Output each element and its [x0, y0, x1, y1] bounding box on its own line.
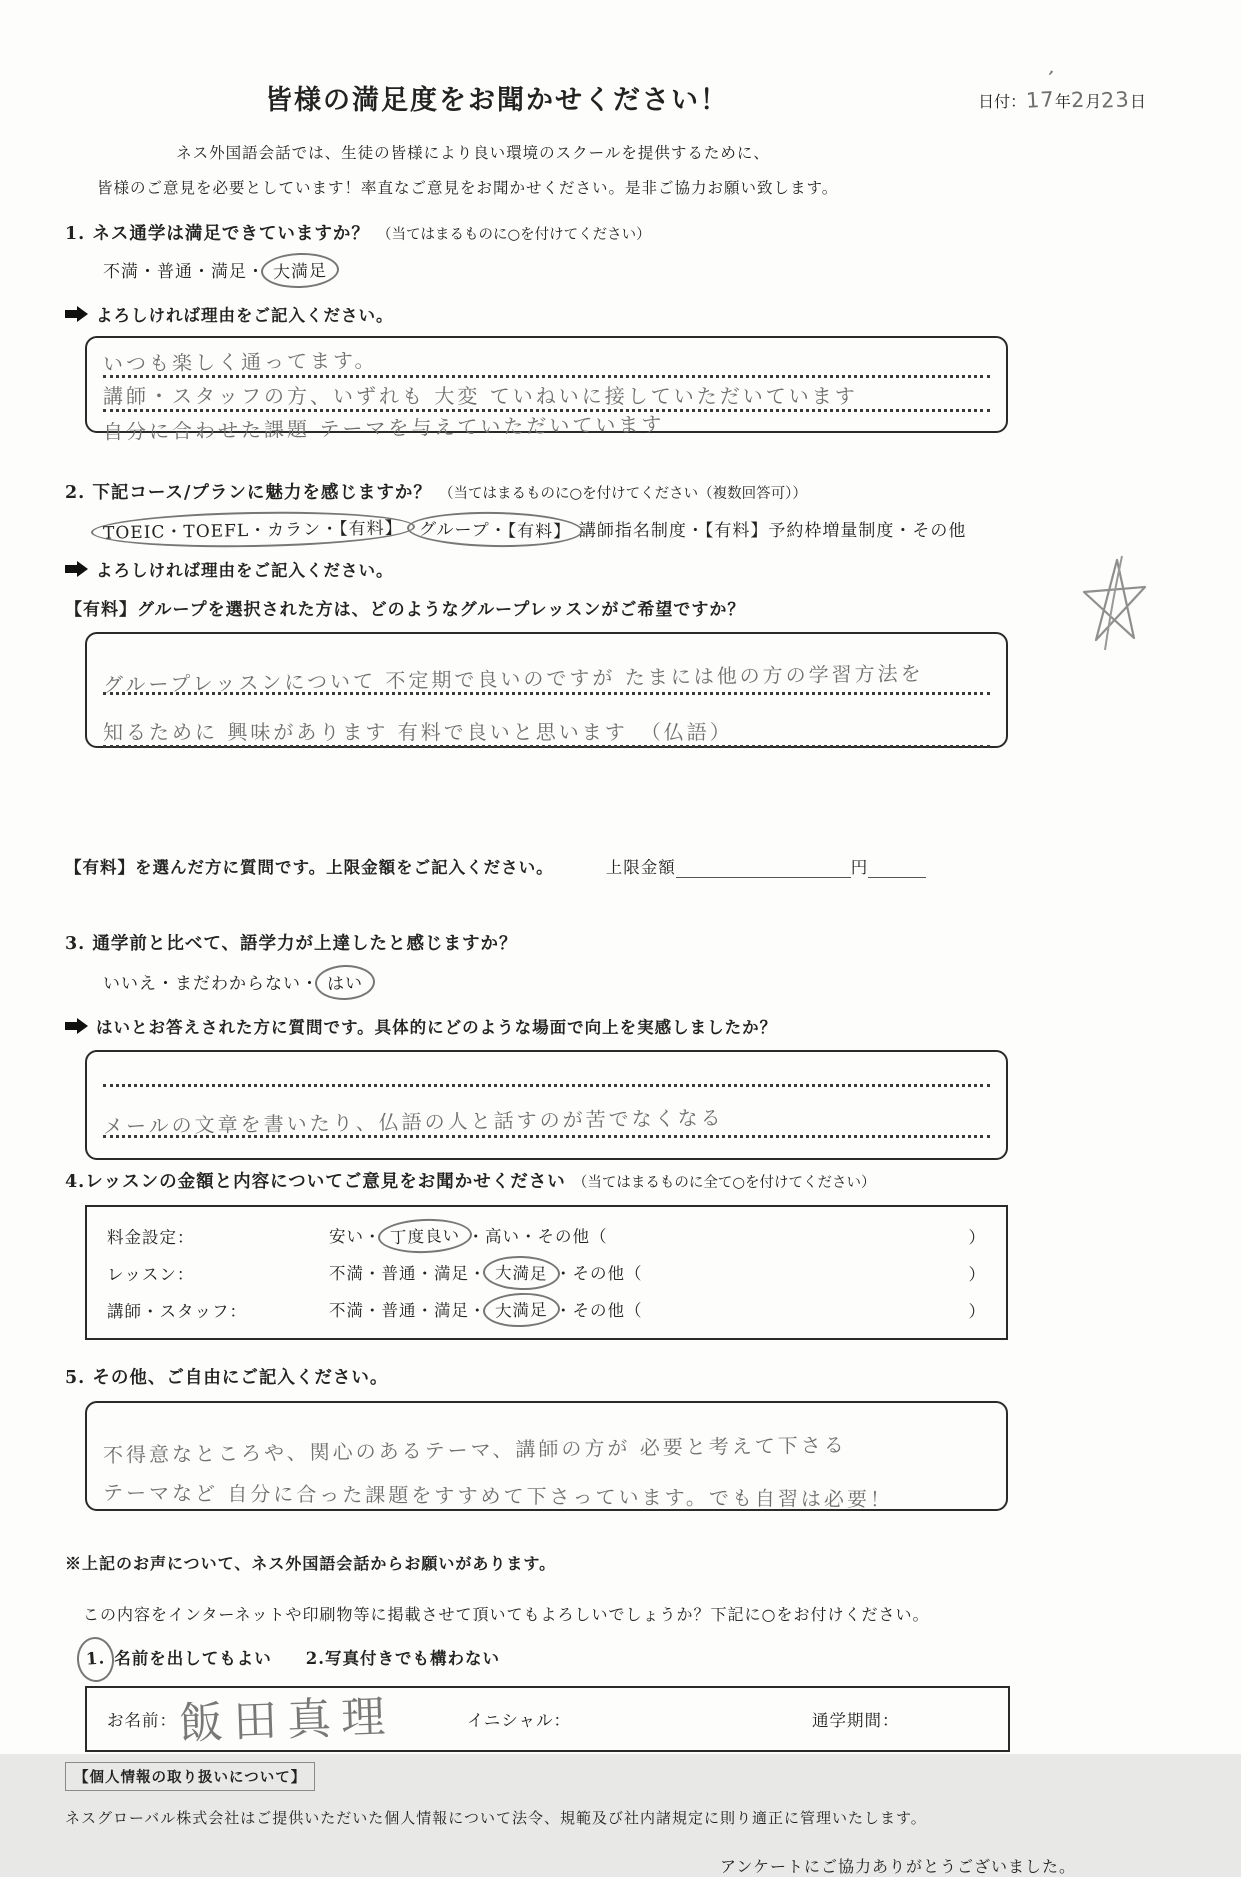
date-day-unit: 日: [1129, 92, 1146, 111]
q5-answer-box: [85, 1401, 1008, 1511]
circle-mark-q3: はい: [314, 964, 375, 1001]
q4-note: （当てはまるものに全て○を付けてください）: [572, 1175, 876, 1191]
consent-note: ※上記のお声について、ネス外国語会話からお願いがあります。: [65, 1554, 557, 1573]
q2-prompt: よろしければ理由をご記入ください。: [65, 557, 1171, 581]
q4-table: [85, 1205, 1008, 1340]
star-doodle-icon: [1076, 554, 1148, 654]
paid-limit-line: 【有料】を選んだ方に質問です。上限金額をご記入ください。 上限金額 円: [65, 854, 1171, 878]
period-field: 通学期間：: [812, 1711, 900, 1730]
date-month-unit: 月: [1085, 92, 1102, 111]
q5-number: 5.: [65, 1368, 86, 1388]
consent-question: この内容をインターネットや印刷物等に掲載させて頂いてもよろしいでしょうか？下記に○をお付けください。: [83, 1605, 930, 1624]
date-year-unit: 年: [1054, 92, 1071, 111]
name-box: [85, 1686, 1010, 1752]
answer-line: 不得意なところや、関心のあるテーマ、講師の方が 必要と考えて下さる: [102, 1432, 847, 1468]
amount-blank-tail: [868, 859, 926, 878]
q3-prompt: はいとお答えされた方に質問です。具体的にどのような場面で向上を実感しましたか？: [65, 1014, 1171, 1038]
circle-mark-consent: 1.: [75, 1636, 115, 1683]
q2-answer-box: [85, 632, 1008, 748]
paid-unit: 円: [850, 858, 869, 877]
q4-title: 4.レッスンの金額と内容についてご意見をお聞かせください （当てはまるものに全て○を付けてください）: [65, 1172, 876, 1192]
table-row: レッスン： 不満・普通・満足・ 大満足 ・その他（ ）: [107, 1254, 986, 1291]
amount-blank: [676, 859, 851, 878]
privacy-title: 【個人情報の取り扱いについて】: [65, 1762, 315, 1791]
answer-line: メールの文章を書いたり、仏語の人と話すのが苦でなくなる: [103, 1087, 990, 1138]
circle-mark-q2a: TOEIC・TOEFL・カラン・【有料】: [91, 509, 415, 550]
initial-field: イニシャル：: [467, 1711, 572, 1730]
table-row: 料金設定： 安い・ 丁度良い ・高い・その他（ ）: [107, 1217, 986, 1254]
header: [65, 65, 1171, 117]
q4-number: 4.: [65, 1172, 86, 1192]
q2-number: 2.: [65, 483, 86, 503]
privacy-text: ネスグローバル株式会社はご提供いただいた個人情報について法令、規範及び社内諸規定に則り適正に管理いたします。: [65, 1809, 927, 1827]
table-row: 講師・スタッフ： 不満・普通・満足・ 大満足 ・その他（ ）: [107, 1291, 986, 1328]
arrow-icon: [65, 561, 90, 577]
q1-answer-box: [85, 336, 1008, 444]
date-month-value: 2: [1070, 87, 1086, 113]
circle-mark-q4b: 大満足: [482, 1255, 559, 1291]
q1-title: 1. ネス通学は満足できていますか？ （当てはまるものに○を付けてください）: [65, 224, 651, 244]
date-year-value: 17: [1025, 87, 1056, 113]
q2-options: TOEIC・TOEFL・カラン・【有料】 グループ・【有料】 講師指名制度・【有料】予約枠増量制度・その他: [65, 516, 1171, 543]
name-handwritten-value: 飯田真理: [178, 1691, 396, 1750]
name-field: [107, 1690, 467, 1748]
intro-line-1: ネス外国語会話では、生徒の皆様により良い環境のスクールを提供するために、: [176, 144, 770, 162]
answer-line: [103, 1058, 990, 1087]
arrow-icon: [65, 1018, 90, 1034]
q2-note: （当てはまるものに○を付けてください（複数回答可））: [438, 486, 807, 502]
answer-line: 講師・スタッフの方、いずれも 大変 ていねいに接していただいています: [103, 378, 990, 412]
circle-mark-q4a: 丁度良い: [377, 1217, 472, 1254]
name-label: お名前：: [107, 1711, 177, 1730]
q1-options: 不満・普通・満足・ 大満足: [65, 257, 1171, 284]
q1-number: 1.: [65, 224, 86, 244]
date-label: 日付：: [978, 92, 1027, 111]
tick-mark: ’: [1042, 65, 1057, 91]
paid-limit-label: 上限金額: [605, 858, 676, 877]
circle-mark-q2b: グループ・【有料】: [406, 510, 583, 548]
arrow-icon: [65, 306, 90, 322]
q1-prompt: よろしければ理由をご記入ください。: [65, 302, 1171, 326]
q1-note: （当てはまるものに○を付けてください）: [376, 227, 651, 243]
q3-options: いいえ・まだわからない・ はい: [65, 969, 1171, 996]
consent-options: 1. 名前を出してもよい 2.写真付きでも構わない: [65, 1645, 1171, 1670]
q3-answer-box: [85, 1050, 1008, 1160]
date-field: [978, 65, 1146, 113]
thanks-text: アンケートにご協力ありがとうございました。: [719, 1857, 1076, 1876]
answer-line: 知るために 興味があります 有料で良いと思います （仏語）: [103, 695, 990, 748]
circle-mark-q1: 大満足: [260, 252, 339, 290]
answer-line: [103, 1138, 990, 1158]
answer-line: 自分に合わせた課題 テーマを与えていただいています: [102, 412, 665, 444]
q2-sub-question: 【有料】グループを選択された方は、どのようなグループレッスンがご希望ですか？: [65, 600, 746, 620]
date-day-value: 23: [1100, 87, 1131, 113]
q5-title: 5. その他、ご自由にご記入ください。: [65, 1368, 389, 1388]
answer-line: いつも楽しく通ってます。: [103, 344, 990, 378]
intro-line-2: 皆様のご意見を必要としています！率直なご意見をお聞かせください。是非ご協力お願い致します。: [97, 179, 839, 197]
answer-line: グループレッスンについて 不定期で良いのですが たまには他の方の学習方法を: [103, 640, 990, 695]
circle-mark-q4c: 大満足: [482, 1291, 560, 1328]
page-title: 皆様の満足度をお聞かせください！: [265, 85, 729, 116]
answer-line: テーマなど 自分に合った課題をすすめて下さっています。でも自習は必要！: [102, 1480, 894, 1512]
q3-title: 3. 通学前と比べて、語学力が上達したと感じますか？: [65, 934, 518, 954]
q3-number: 3.: [65, 934, 86, 954]
q2-title: 2. 下記コース/プランに魅力を感じますか？ （当てはまるものに○を付けてください（複数回答可））: [65, 483, 807, 503]
